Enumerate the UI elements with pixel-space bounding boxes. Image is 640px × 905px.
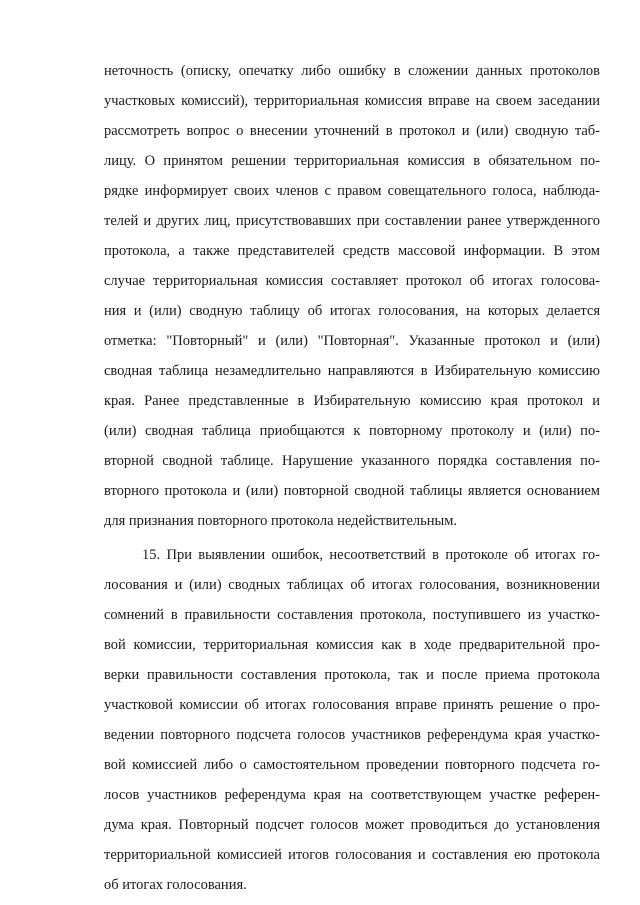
text-line: вой комиссией либо о самостоятельном проведении повторного подсчета го- <box>104 757 600 773</box>
text-line: сводная таблица незамедлительно направляются в Избирательную комиссию <box>104 363 600 379</box>
text-line: для признания повторного протокола недействительным. <box>104 513 458 529</box>
text-line: дума края. Повторный подсчет голосов может проводиться до установления <box>104 817 600 833</box>
text-line: отметка: "Повторный" и (или) "Повторная". Указанные протокол и (или) <box>104 333 600 349</box>
text-line: (или) сводная таблица приобщаются к повторному протоколу и (или) по- <box>104 423 600 439</box>
text-line: сомнений в правильности составления протокола, поступившего из участко- <box>104 607 600 623</box>
text-line: об итогах голосования. <box>104 877 247 893</box>
text-line: территориальной комиссией итогов голосования и составления ею протокола <box>104 847 600 863</box>
text-line: ния и (или) сводную таблицу об итогах голосования, на которых делается <box>104 303 600 319</box>
text-line: края. Ранее представленные в Избирательную комиссию края протокол и <box>104 393 600 409</box>
text-line: рядке информирует своих членов с правом совещательного голоса, наблюда- <box>104 183 600 199</box>
text-line: участковой комиссии об итогах голосования вправе принять решение о про- <box>104 697 600 713</box>
text-line: вторного протокола и (или) повторной сводной таблицы является основанием <box>104 483 600 499</box>
text-line: лицу. О принятом решении территориальная комиссия в обязательном по- <box>104 153 600 169</box>
text-line: участковых комиссий), территориальная комиссия вправе на своем заседании <box>104 93 600 109</box>
text-line: протокола, а также представителей средств массовой информации. В этом <box>104 243 600 259</box>
text-line: телей и других лиц, присутствовавших при составлении ранее утвержденного <box>104 213 600 229</box>
paragraph-15-start: 15. При выявлении ошибок, несоответствий в протоколе об итогах го- <box>142 547 600 563</box>
text-line: случае территориальная комиссия составляет протокол об итогах голосова- <box>104 273 600 289</box>
text-line: лосов участников референдума края на соответствующем участке референ- <box>104 787 600 803</box>
text-line: вой комиссии, территориальная комиссия как в ходе предварительной про- <box>104 637 600 653</box>
text-line: рассмотреть вопрос о внесении уточнений в протокол и (или) сводную таб- <box>104 123 600 139</box>
text-line: лосования и (или) сводных таблицах об итогах голосования, возникновении <box>104 577 600 593</box>
text-line: ведении повторного подсчета голосов участников референдума края участко- <box>104 727 600 743</box>
text-line: верки правильности составления протокола, так и после приема протокола <box>104 667 600 683</box>
text-line: вторной сводной таблице. Нарушение указанного порядка составления по- <box>104 453 600 469</box>
text-line: неточность (описку, опечатку либо ошибку в сложении данных протоколов <box>104 63 600 79</box>
